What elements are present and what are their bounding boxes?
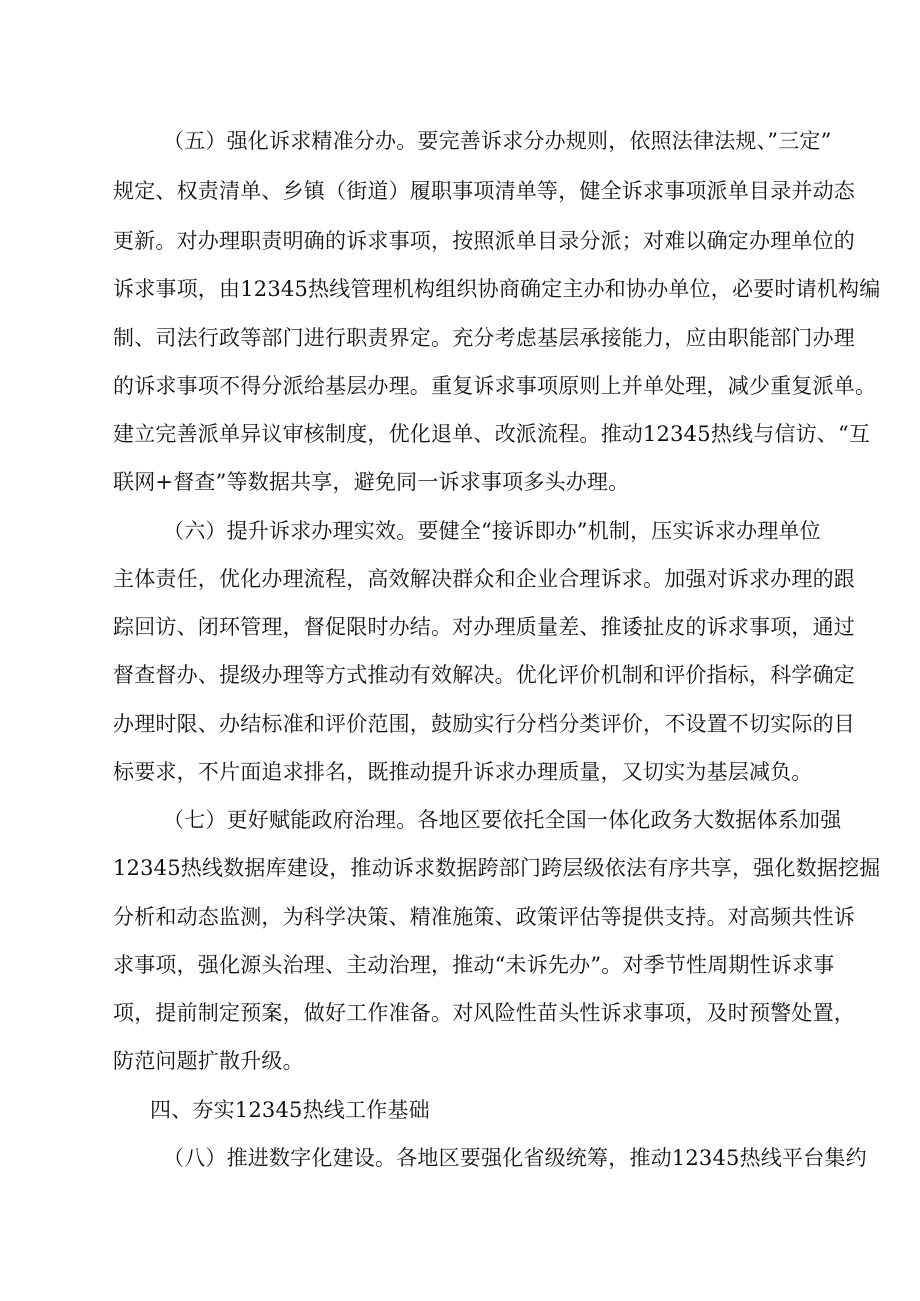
paragraph-5-line-6: 的诉求事项不得分派给基层办理。重复诉求事项原则上并单处理，减少重复派单。 <box>113 374 877 398</box>
paragraph-5-line-4: 诉求事项，由12345热线管理机构组织协商确定主办和协办单位，必要时请机构编 <box>113 277 881 301</box>
paragraph-6-line-4: 督查督办、提级办理等方式推动有效解决。优化评价机制和评价指标，科学确定 <box>113 663 855 687</box>
paragraph-7-line-6: 防范问题扩散升级。 <box>113 1049 304 1073</box>
paragraph-6-line-1: （六）提升诉求办理实效。要健全“接诉即办”机制，压实诉求办理单位 <box>163 519 821 543</box>
paragraph-6-line-5: 办理时限、办结标准和评价范围，鼓励实行分档分类评价，不设置不切实际的目 <box>113 712 855 736</box>
section-4-heading: 四、夯实12345热线工作基础 <box>150 1098 430 1122</box>
paragraph-5-line-8: 联网+督查”等数据共享，避免同一诉求事项多头办理。 <box>113 470 630 494</box>
paragraph-8-line-1: （八）推进数字化建设。各地区要强化省级统筹，推动12345热线平台集约 <box>163 1146 867 1170</box>
paragraph-7-line-1: （七）更好赋能政府治理。各地区要依托全国一体化政务大数据体系加强 <box>163 808 842 832</box>
paragraph-5-line-7: 建立完善派单异议审核制度，优化退单、改派流程。推动12345热线与信访、“互 <box>113 422 871 446</box>
paragraph-6-line-6: 标要求，不片面追求排名，既推动提升诉求办理质量，又切实为基层减负。 <box>113 760 813 784</box>
paragraph-7-line-4: 求事项，强化源头治理、主动治理，推动“未诉先办”。对季节性周期性诉求事 <box>113 953 835 977</box>
paragraph-7-line-2: 12345热线数据库建设，推动诉求数据跨部门跨层级依法有序共享，强化数据挖掘 <box>113 856 881 880</box>
paragraph-5-line-5: 制、司法行政等部门进行职责界定。充分考虑基层承接能力，应由职能部门办理 <box>113 326 855 350</box>
paragraph-5-line-3: 更新。对办理职责明确的诉求事项，按照派单目录分派；对难以确定办理单位的 <box>113 229 855 253</box>
paragraph-7-line-3: 分析和动态监测，为科学决策、精准施策、政策评估等提供支持。对高频共性诉 <box>113 905 855 929</box>
paragraph-5-line-2: 规定、权责清单、乡镇（街道）履职事项清单等，健全诉求事项派单目录并动态 <box>113 179 855 203</box>
paragraph-6-line-3: 踪回访、闭环管理，督促限时办结。对办理质量差、推诿扯皮的诉求事项，通过 <box>113 615 855 639</box>
paragraph-7-line-5: 项，提前制定预案，做好工作准备。对风险性苗头性诉求事项，及时预警处置， <box>113 1001 855 1025</box>
paragraph-6-line-2: 主体责任，优化办理流程，高效解决群众和企业合理诉求。加强对诉求办理的跟 <box>113 567 855 591</box>
paragraph-5-line-1: （五）强化诉求精准分办。要完善诉求分办规则，依照法律法规、”三定” <box>163 129 832 153</box>
